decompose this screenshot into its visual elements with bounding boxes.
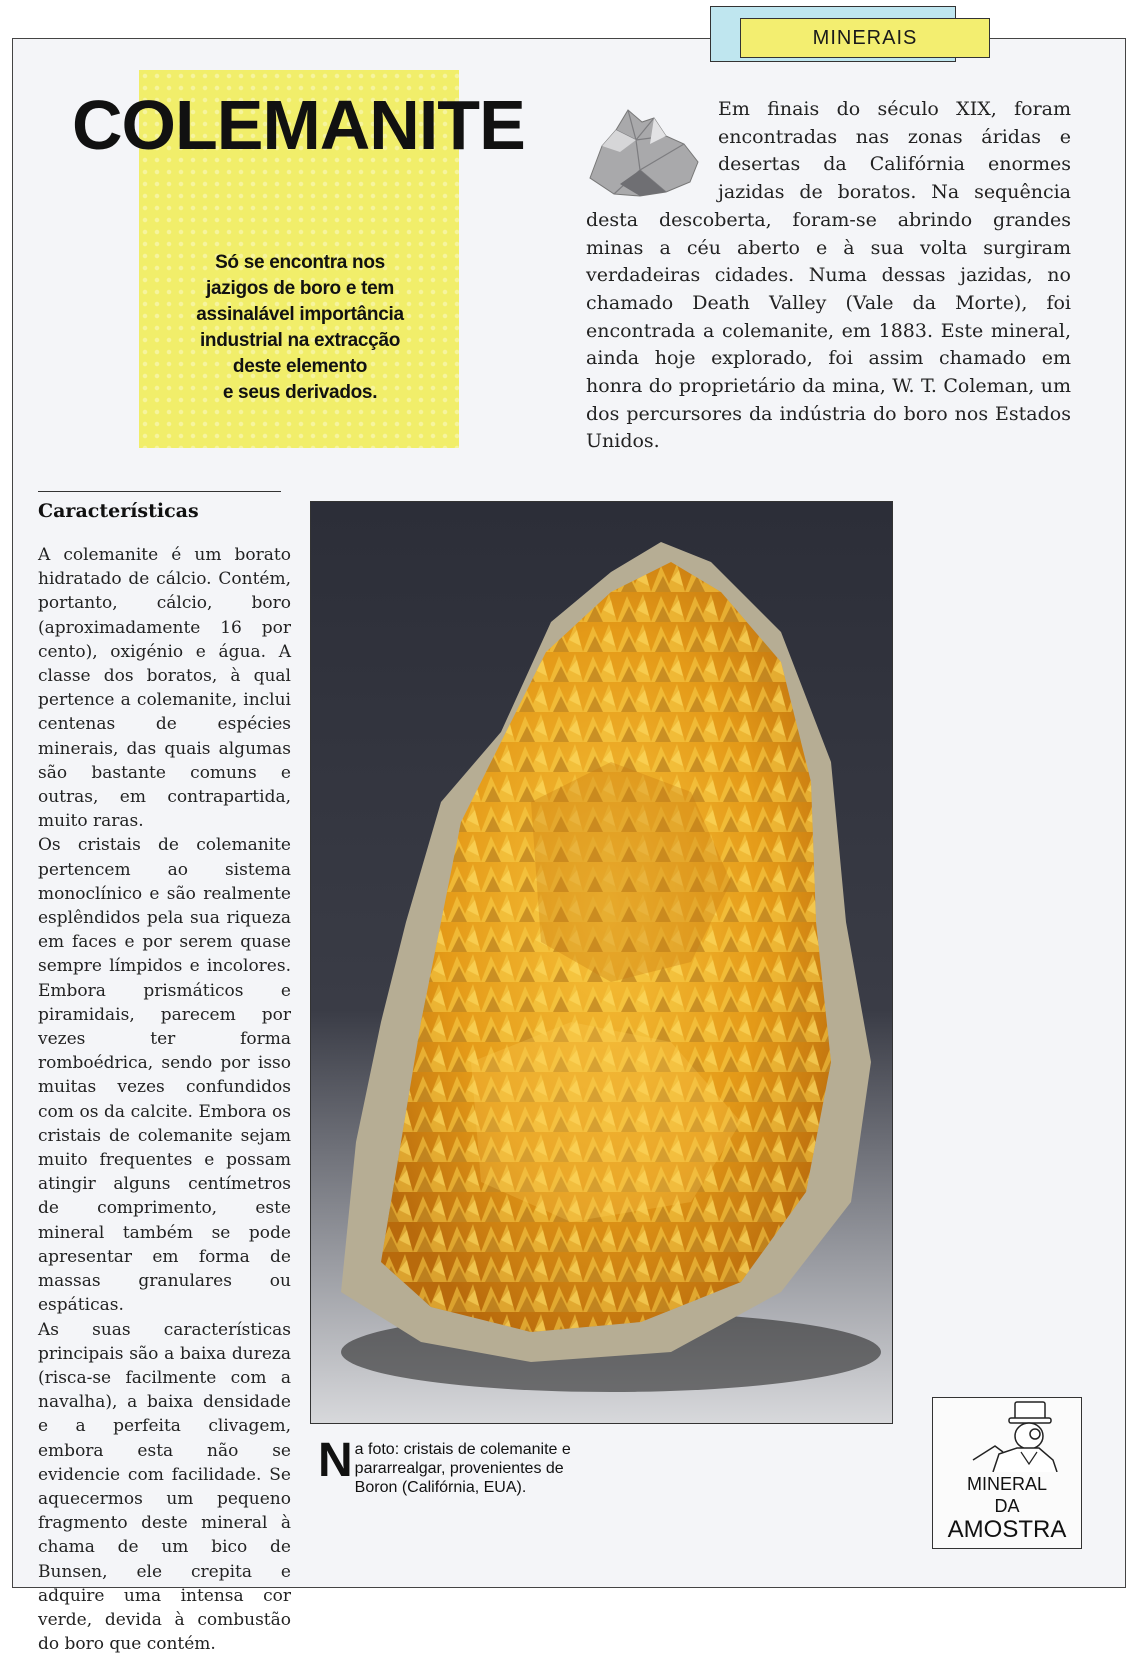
- collector-figure-icon: [933, 1398, 1081, 1472]
- section-tab: MINERAIS: [740, 18, 990, 58]
- main-photo: [310, 501, 893, 1424]
- page-title: COLEMANITE: [72, 86, 525, 164]
- badge-line-2: DA: [994, 1496, 1020, 1516]
- caption-drop-cap: N: [318, 1434, 353, 1487]
- intro-image-space: [586, 96, 718, 206]
- intro-text: [586, 96, 1071, 456]
- colemanite-specimen-image: [311, 502, 893, 1424]
- characteristics-heading: Características: [38, 500, 199, 522]
- mineral-sample-badge: [932, 1397, 1082, 1549]
- subtitle: [180, 250, 420, 406]
- photo-caption: [318, 1434, 578, 1497]
- section-divider: [38, 491, 281, 492]
- subtitle-line: Só se encontra nos: [215, 252, 385, 273]
- subtitle-line: jazigos de boro e tem: [206, 278, 394, 299]
- subtitle-line: e seus derivados.: [222, 382, 378, 403]
- intro-paragraph: Em finais do século XIX, foram encontradas nas zonas áridas e desertas da Califórnia enormes jazidas de boratos. Na sequência desta descoberta, foram-se abrindo grandes minas a céu aberto e à sua volta surgiram verdadeiras cidades. Numa dessas jazidas, no chamado Death Valley (Vale da Morte), foi encontrada a colemanite, em 1883. Este mineral, ainda hoje explorado, foi assim chamado em honra do proprietário da mina, W. T. Coleman, um dos percursores da indústria do boro nos Estados Unidos.: [586, 98, 1071, 453]
- characteristics-paragraph: As suas características principais são a baixa dureza (risca-se facilmente com a navalha), a baixa densidade e a perfeita clivagem, embora esta não se evidencie com facilidade. Se aquecermos um pequeno fragmento deste mineral à chama de um bico de Bunsen, ele crepita e adquire uma intensa cor verde, devida à combustão do boro que contém.: [38, 1319, 291, 1655]
- badge-line-3: AMOSTRA: [947, 1516, 1067, 1543]
- badge-line-1: MINERAL: [966, 1474, 1047, 1494]
- characteristics-paragraph: Os cristais de colemanite pertencem ao sistema monoclínico e são realmente esplêndidos pela sua riqueza em faces e por serem quase sempre límpidos e incolores. Embora prismáticos e piramidais, parecem por vezes ter forma romboédrica, sendo por isso muitas vezes confundidos com os da calcite. Embora os cristais de colemanite sejam muito frequentes e possam atingir alguns centímetros de comprimento, este mineral também se pode apresentar em forma de massas granulares ou espáticas.: [38, 835, 291, 1316]
- subtitle-line: industrial na extracção: [199, 330, 401, 351]
- subtitle-line: deste elemento: [232, 356, 368, 377]
- characteristics-text: [38, 543, 291, 1656]
- caption-text: a foto: cristais de colemanite e pararrealgar, provenientes de Boron (Califórnia, EUA).: [354, 1441, 571, 1496]
- characteristics-paragraph: A colemanite é um borato hidratado de cálcio. Contém, portanto, cálcio, boro (aproximadamente 16 por cento), oxigénio e água. A classe dos boratos, à qual pertence a colemanite, inclui centenas de espécies minerais, das quais algumas são bastante comuns e outras, em contrapartida, muito raras.: [38, 545, 291, 832]
- subtitle-line: assinalável importância: [196, 304, 404, 325]
